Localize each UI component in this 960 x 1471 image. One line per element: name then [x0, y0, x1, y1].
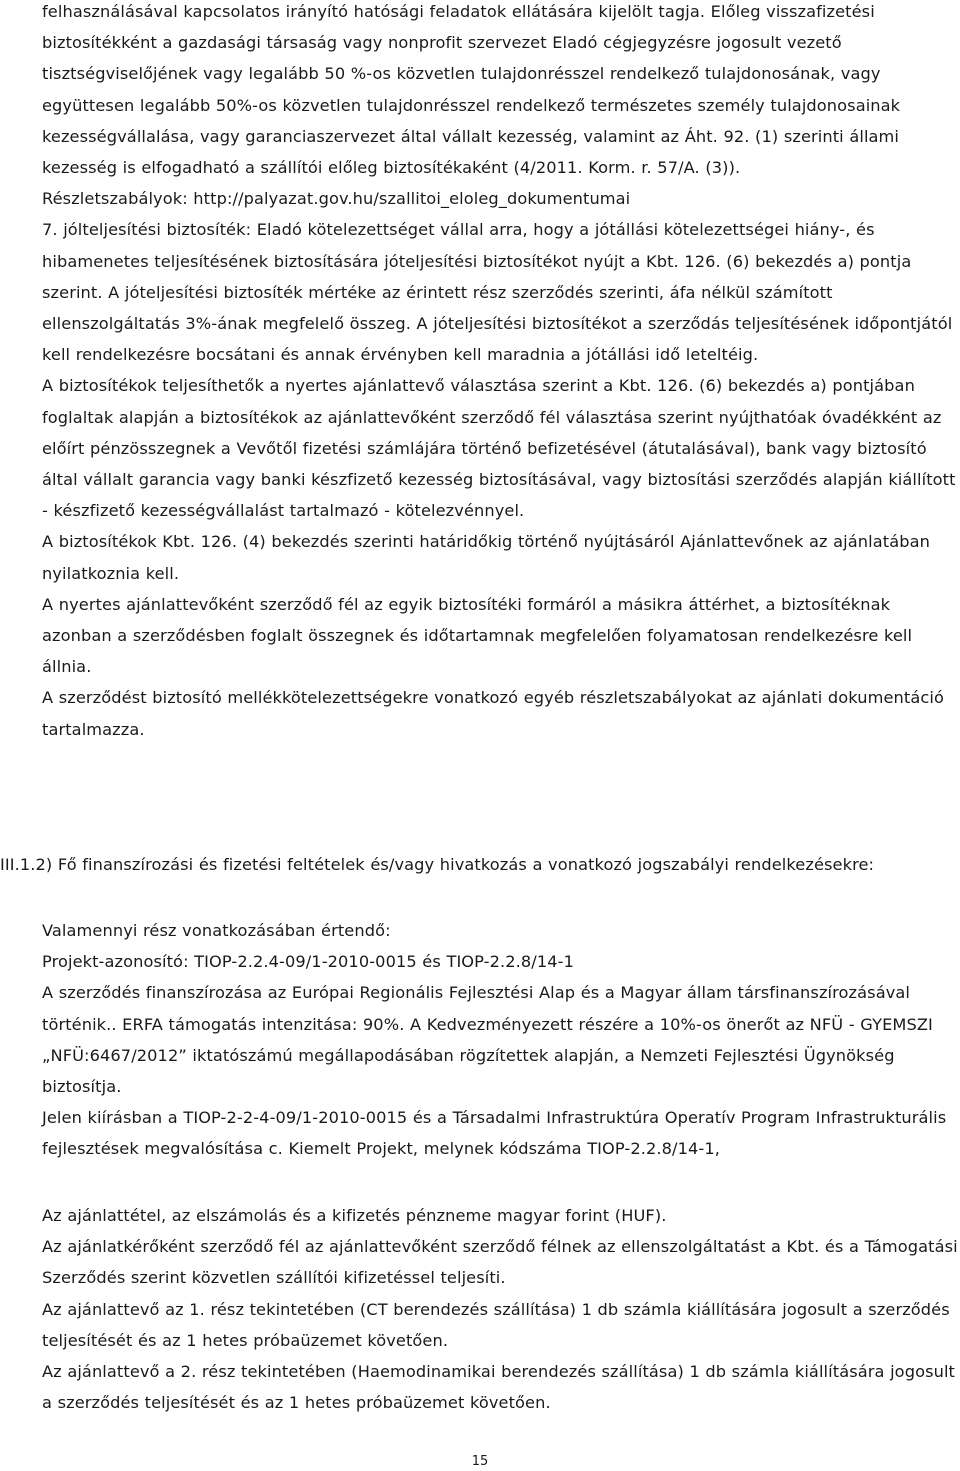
ancillary-obligations-paragraph: [42, 682, 960, 744]
direct-payment-paragraph: [42, 1231, 960, 1293]
guarantee-forms-text: A biztosítékok teljesíthetők a nyertes ajánlattevő választása szerint a Kbt. 126. (6) bekezdés a) pontjában foglaltak alapján a biztosítékok az ajánlattevőként szerződő fél választása szerint nyújthatóak óvadékként az előírt pénzösszegnek a Vevőtől fizetési számlájára történő befizetésével (átutalásával), bank vagy biztosító által vállalt garancia vagy banki készfizető kezesség biztosításával, vagy biztosítási szerződés alapján kiállított - készfizető kezességvállalást tartalmazó - kötelezvénnyel.: [42, 376, 956, 521]
currency-text: Az ajánlattétel, az elszámolás és a kifizetés pénzneme magyar forint (HUF).: [42, 1206, 667, 1225]
currency-paragraph: [42, 1200, 960, 1231]
part-one-invoice-text: Az ajánlattevő az 1. rész tekintetében (CT berendezés szállítása) 1 db számla kiállítására jogosult a szerződés teljesítését és az 1 hetes próbaüzemet követően.: [42, 1299, 950, 1350]
part-one-invoice-paragraph: [42, 1294, 960, 1356]
guarantee-deadline-paragraph: [42, 526, 960, 588]
performance-guarantee-paragraph: [42, 214, 960, 370]
section-heading: [0, 849, 900, 880]
payment-section: [0, 1200, 960, 1418]
section-heading-block: [0, 849, 960, 880]
financing-section: [0, 915, 960, 1165]
details-text: Részletszabályok: http://palyazat.gov.hu/szallitoi_eloleg_dokumentumai: [42, 189, 631, 209]
advance-guarantee-text: felhasználásával kapcsolatos irányító hatósági feladatok ellátására kijelölt tagja. Előleg visszafizetési biztosítékként a gazdasági társaság vagy nonprofit szervezet Eladó cégjegyzésre jogosult vezető tisztségviselőjének vagy legalább 50 %-os közvetlen tulajdonrésszel rendelkező tulajdonosának, vagy együttesen legalább 50%-os közvetlen tulajdonrésszel rendelkező természetes személy tulajdonosainak kezességvállalása, vagy garanciaszervezet által vállalt kezesség, valamint az Áht. 92. (1) szerinti állami kezesség is elfogadható a szállítói előleg biztosítékaként (4/2011. Korm. r. 57/A. (3)).: [42, 2, 901, 178]
part-two-invoice-paragraph: [42, 1356, 960, 1418]
program-paragraph: [42, 1102, 960, 1164]
advance-guarantee-paragraph: [42, 0, 960, 183]
guarantee-switch-text: A nyertes ajánlattevőként szerződő fél az egyik biztosítéki formáról a másikra áttérhet, a biztosítéknak azonban a szerződésben foglalt összegnek és időtartamnak megfelelően folyamatosan rendelkezésre kell állnia.: [42, 594, 913, 677]
performance-guarantee-text: 7. jólteljesítési biztosíték: Eladó kötelezettséget vállal arra, hogy a jótállási kötelezettségei hiány-, és hibamenetes teljesítésének biztosítására jóteljesítési biztosítékot nyújt a Kbt. 126. (6) bekezdés a) pontja szerint. A jóteljesítési biztosíték mértéke az érintett rész szerződés szerinti, áfa nélkül számított ellenszolgáltatás 3%-ának megfelelő összeg. A jóteljesítési biztosítékot a szerződás teljesítésének időpontjától kell rendelkezésre bocsátani és annak érvényben kell maradnia a jótállási idő leteltéig.: [42, 220, 953, 365]
financing-scope-paragraph: [42, 915, 960, 946]
program-text: Jelen kiírásban a TIOP-2-2-4-09/1-2010-0015 és a Társadalmi Infrastruktúra Operatív Program Infrastrukturális fejlesztések megvalósítása c. Kiemelt Projekt, melynek kódszáma TIOP-2.2.8/14-1,: [42, 1108, 947, 1159]
project-id-paragraph: [42, 946, 960, 977]
guarantee-deadline-text: A biztosítékok Kbt. 126. (4) bekezdés szerinti határidőkig történő nyújtásáról Ajánlattevőnek az ajánlatában nyilatkoznia kell.: [42, 532, 930, 583]
page-number: 15: [471, 1454, 489, 1469]
guarantee-forms-paragraph: [42, 370, 960, 526]
project-id-text: Projekt-azonosító: TIOP-2.2.4-09/1-2010-0015 és TIOP-2.2.8/14-1: [42, 952, 574, 972]
cofinancing-text: A szerződés finanszírozása az Európai Regionális Fejlesztési Alap és a Magyar állam társfinanszírozásával történik.. ERFA támogatás intenzitása: 90%. A Kedvezményezett részére a 10%-os önerőt az NFÜ - GYEMSZI „NFÜ:6467/2012” iktatószámú megállapodásában rögzítettek alapján, a Nemzeti Fejlesztési Ügynökség biztosítja.: [42, 983, 933, 1097]
direct-payment-text: Az ajánlatkérőként szerződő fél az ajánlattevőként szerződő félnek az ellenszolgáltatást a Kbt. és a Támogatási Szerződés szerint közvetlen szállítói kifizetéssel teljesíti.: [42, 1237, 958, 1288]
section-heading-text: III.1.2) Fő finanszírozási és fizetési feltételek és/vagy hivatkozás a vonatkozó jogszabályi rendelkezésekre:: [0, 855, 875, 874]
ancillary-obligations-text: A szerződést biztosító mellékkötelezettségekre vonatkozó egyéb részletszabályokat az ajánlati dokumentáció tartalmazza.: [42, 688, 944, 739]
part-two-invoice-text: Az ajánlattevő a 2. rész tekintetében (Haemodinamikai berendezés szállítása) 1 db számla kiállítására jogosult a szerződés teljesítését és az 1 hetes próbaüzemet követően.: [42, 1362, 956, 1413]
guarantee-switch-paragraph: [42, 589, 960, 683]
financing-scope-text: Valamennyi rész vonatkozásában értendő:: [42, 921, 391, 940]
cofinancing-paragraph: [42, 977, 960, 1102]
details-paragraph: [42, 183, 960, 214]
